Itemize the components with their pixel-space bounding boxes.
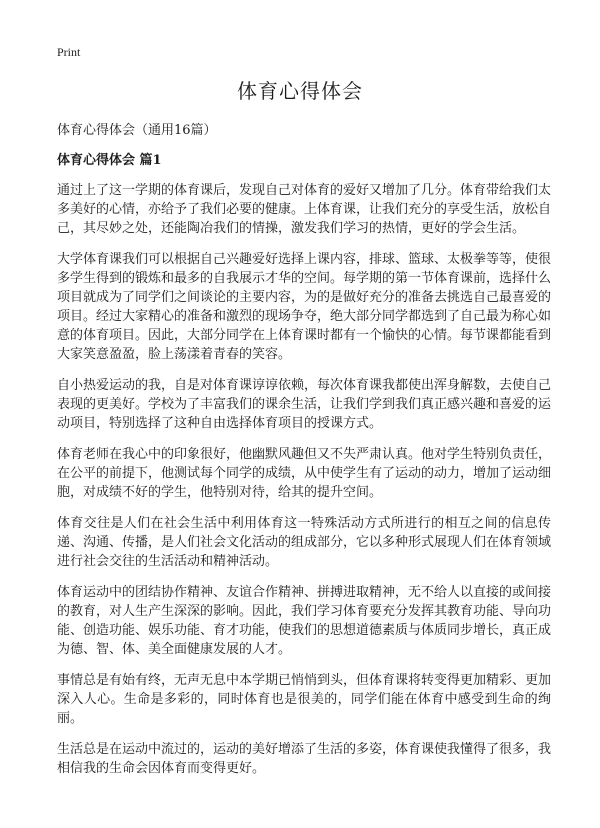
paragraph: 事情总是有始有终，无声无息中本学期已悄悄到头，但体育课将转变得更加精彩、更加深入人心。生命是多彩的，同时体育也是很美的，同学们能在体育中感受到生命的绚丽。 xyxy=(57,673,552,726)
paragraph: 通过上了这一学期的体育课后，发现自己对体育的爱好又增加了几分。体育带给我们太多美好的心情，亦给予了我们必要的健康。上体育课，让我们充分的享受生活，放松自己，其尽妙之处，还能陶冶我们的情操，激发我们学习的热情，更好的学会生活。 xyxy=(57,183,552,236)
document-subtitle: 体育心得体会（通用16篇） xyxy=(57,123,217,138)
paragraph: 大学体育课我们可以根据自己兴趣爱好选择上课内容，排球、篮球、太极拳等等，使很多学生得到的锻炼和最多的自我展示才华的空间。每学期的第一节体育课前，选择什么项目就成为了同学们之间谈论的主要内容，为的是做好充分的准备去挑选自己最喜爱的项目。经过大家精心的准备和激烈的现场争夺，绝大部分同学都选到了自己最为称心如意的体育项目。因此，大部分同学在上体育课时都有一个愉快的心情。每节课都能看到大家笑意盈盈，脸上荡漾着青春的笑容。 xyxy=(57,252,552,362)
section-heading: 体育心得体会 篇1 xyxy=(57,153,162,168)
print-link[interactable]: Print xyxy=(57,45,81,59)
article-body xyxy=(57,181,551,790)
paragraph: 自小热爱运动的我，自是对体育课谆谆依赖，每次体育课我都使出浑身解数，去使自己表现的更美好。学校为了丰富我们的课余生活，让我们学到我们真正感兴趣和喜爱的运动项目，特别选择了这种自由选择体育项目的授课方式。 xyxy=(57,378,552,431)
paragraph: 生活总是在运动中流过的，运动的美好增添了生活的多姿，体育课使我懂得了很多，我相信我的生命会因体育而变得更好。 xyxy=(57,742,552,776)
page-title: 体育心得体会 xyxy=(237,79,363,103)
paragraph: 体育老师在我心中的印象很好，他幽默风趣但又不失严肃认真。他对学生特别负责任，在公平的前提下，他测试每个同学的成绩，从中使学生有了运动的动力，增加了运动细胞，对成绩不好的学生，他特别对待，给其的提升空间。 xyxy=(57,447,552,500)
paragraph: 体育运动中的团结协作精神、友谊合作精神、拼搏进取精神，无不给人以直接的或间接的教育，对人生产生深深的影响。因此，我们学习体育要充分发挥其教育功能、导向功能、创造功能、娱乐功能、育才功能，使我们的思想道德素质与体质同步增长，真正成为德、智、体、美全面健康发展的人才。 xyxy=(57,585,552,657)
paragraph: 体育交往是人们在社会生活中利用体育这一特殊活动方式所进行的相互之间的信息传递、沟通、传播，是人们社会文化活动的组成部分，它以多种形式展现人们在体育领域进行社会交往的生活活动和精神活动。 xyxy=(57,516,552,569)
